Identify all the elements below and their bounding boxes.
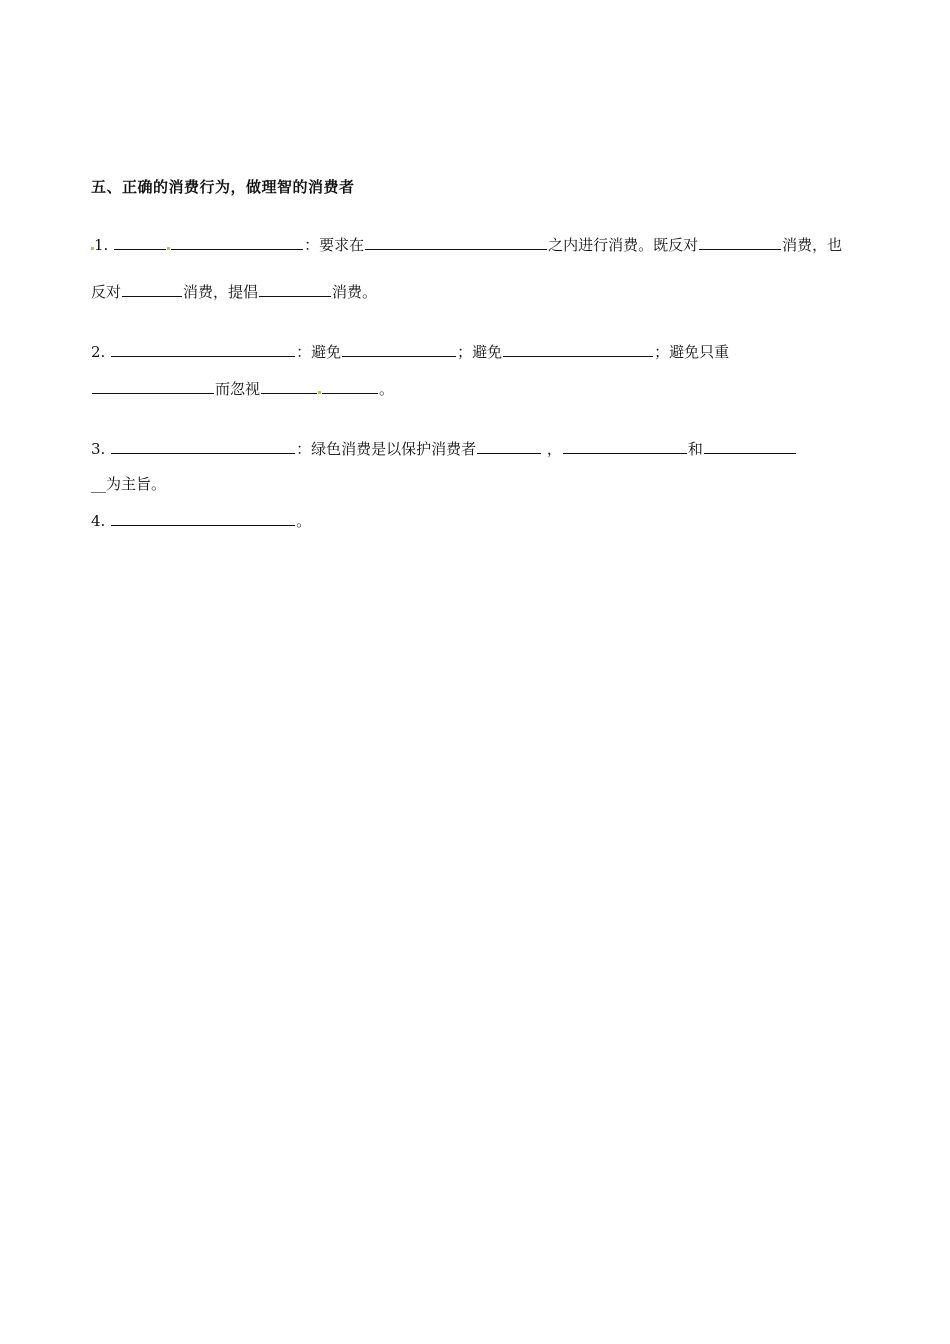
item-1-number: 1. <box>94 236 109 254</box>
blank-field[interactable] <box>171 234 303 250</box>
blank-field[interactable] <box>563 438 687 454</box>
item-1-line-2 <box>91 281 377 302</box>
blank-field[interactable] <box>111 341 295 357</box>
highlight-mark <box>167 247 170 250</box>
item-2-number: 2. <box>91 343 106 361</box>
item-1-text: 消费，也 <box>782 236 843 254</box>
blank-field[interactable] <box>92 378 214 394</box>
blank-field[interactable] <box>477 438 541 454</box>
item-4-text: 。 <box>296 512 312 530</box>
highlight-mark <box>318 391 321 394</box>
blank-field[interactable] <box>699 234 781 250</box>
section-heading: 五、正确的消费行为，做理智的消费者 <box>91 178 355 196</box>
item-3-line-1 <box>91 438 797 459</box>
item-3-text: 和 <box>687 440 703 458</box>
blank-field[interactable] <box>503 341 653 357</box>
blank-field[interactable] <box>111 510 295 526</box>
item-2-text: ；避免只重 <box>654 343 730 361</box>
blank-field[interactable] <box>342 341 456 357</box>
item-2-text: 而忽视 <box>215 380 261 398</box>
blank-field[interactable] <box>111 438 295 454</box>
item-3-line-2 <box>91 474 166 494</box>
item-4-number: 4. <box>91 512 106 530</box>
item-3-text: ：绿色消费是以保护消费者 <box>296 440 477 458</box>
blank-field[interactable] <box>365 234 547 250</box>
item-2-line-2 <box>91 378 394 399</box>
item-2-line-1 <box>91 341 729 362</box>
item-3-text: ， <box>546 440 562 458</box>
item-2-text: 。 <box>379 380 395 398</box>
item-1-text: 反对 <box>91 283 122 301</box>
item-1-text: ：要求在 <box>304 236 365 254</box>
item-3-text: __为主旨。 <box>91 475 167 493</box>
item-3-number: 3. <box>91 440 106 458</box>
item-1-text: 消费，提倡 <box>183 283 259 301</box>
blank-field[interactable] <box>259 281 331 297</box>
item-2-text: ；避免 <box>457 343 503 361</box>
blank-field[interactable] <box>261 378 317 394</box>
item-1-text: 之内进行消费。既反对 <box>548 236 699 254</box>
item-4-line-1 <box>91 510 311 531</box>
blank-field[interactable] <box>322 378 378 394</box>
item-2-text: ：避免 <box>296 343 342 361</box>
item-1-text: 消费。 <box>332 283 378 301</box>
blank-field[interactable] <box>704 438 796 454</box>
item-1-line-1 <box>91 234 842 255</box>
blank-field[interactable] <box>122 281 182 297</box>
blank-field[interactable] <box>114 234 166 250</box>
